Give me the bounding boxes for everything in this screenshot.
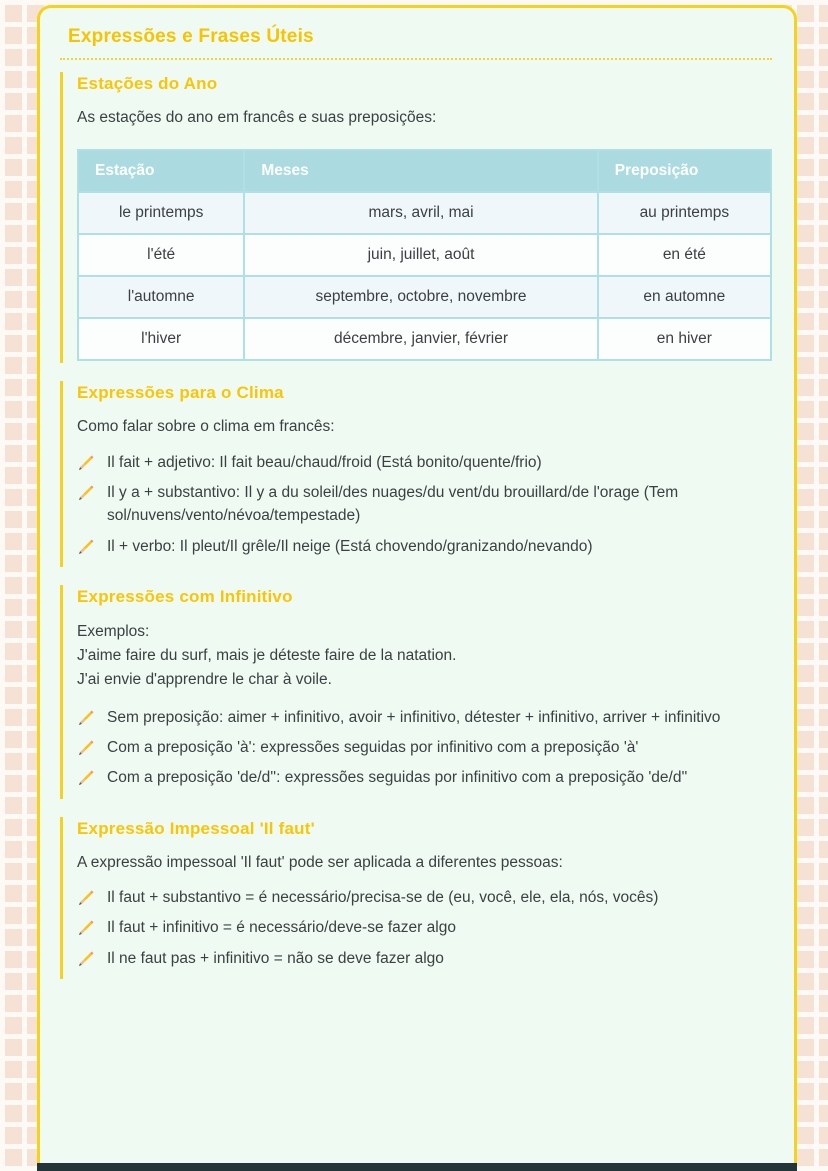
notes-card <box>37 5 797 1171</box>
table-header-row <box>78 150 771 192</box>
section-il-faut <box>60 817 772 979</box>
section-heading: Estações do Ano <box>77 74 218 93</box>
examples-label: Exemplos: <box>77 622 150 640</box>
cell-preposition: en été <box>598 234 771 276</box>
list-item <box>77 451 772 474</box>
pencil-icon <box>77 768 96 787</box>
pencil-icon <box>77 483 96 502</box>
pencil-icon <box>77 918 96 937</box>
table-row <box>78 192 771 234</box>
list-item-text: Il y a + substantivo: Il y a du soleil/des nuages/du vent/du brouillard/de l'orage (Tem sol/nuvens/vento/névoa/tempestade) <box>107 484 679 525</box>
bullet-list <box>77 706 772 790</box>
section-heading: Expressões para o Clima <box>77 383 284 403</box>
list-item <box>77 947 772 970</box>
list-item <box>77 916 772 939</box>
pencil-icon <box>77 738 96 757</box>
cell-months: décembre, janvier, février <box>244 318 597 360</box>
cell-preposition: en automne <box>598 276 771 318</box>
cell-months: juin, juillet, août <box>244 234 597 276</box>
cell-season: l'été <box>78 234 244 276</box>
cell-preposition: en hiver <box>598 318 771 360</box>
list-item-text: Il faut + substantivo = é necessário/precisa-se de (eu, você, ele, ela, nós, vocês) <box>107 889 659 907</box>
bullet-list <box>77 451 772 558</box>
page-title: Expressões e Frases Úteis <box>60 22 772 60</box>
cell-months: septembre, octobre, novembre <box>244 276 597 318</box>
table-row <box>78 276 771 318</box>
pencil-icon <box>77 949 96 968</box>
list-item <box>77 736 772 759</box>
cell-season: l'hiver <box>78 318 244 360</box>
list-item-text: Com a preposição 'à': expressões seguidas por infinitivo com a preposição 'à' <box>107 739 639 757</box>
list-item <box>77 535 772 558</box>
list-item <box>77 766 772 789</box>
column-header-preposicao: Preposição <box>598 150 771 192</box>
section-estacoes-do-ano <box>60 72 772 363</box>
column-header-meses: Meses <box>244 150 597 192</box>
section-intro: Como falar sobre o clima em francês: <box>77 418 335 436</box>
list-item-text: Il faut + infinitivo = é necessário/deve-se fazer algo <box>107 919 456 937</box>
section-heading: Expressões com Infinitivo <box>77 586 293 606</box>
pencil-icon <box>77 888 96 907</box>
list-item-text: Sem preposição: aimer + infinitivo, avoir + infinitivo, détester + infinitivo, arriver + infinitivo <box>107 708 721 726</box>
column-header-estacao: Estação <box>78 150 244 192</box>
cell-months: mars, avril, mai <box>244 192 597 234</box>
table-row <box>78 318 771 360</box>
examples-block <box>77 620 772 692</box>
example-sentence: J'aime faire du surf, mais je déteste faire de la natation. <box>77 646 457 664</box>
pencil-icon <box>77 453 96 472</box>
section-heading: Expressão Impessoal 'Il faut' <box>77 818 315 838</box>
next-card-edge <box>37 1163 797 1171</box>
example-sentence: J'ai envie d'apprendre le char à voile. <box>77 670 332 688</box>
list-item-text: Com a preposição 'de/d'': expressões seguidas por infinitivo com a preposição 'de/d'' <box>107 769 688 787</box>
table-row <box>78 234 771 276</box>
cell-preposition: au printemps <box>598 192 771 234</box>
pencil-icon <box>77 708 96 727</box>
list-item <box>77 886 772 909</box>
cell-season: l'automne <box>78 276 244 318</box>
section-infinitivo <box>60 585 772 799</box>
bullet-list <box>77 886 772 970</box>
list-item <box>77 706 772 729</box>
list-item-text: Il ne faut pas + infinitivo = não se deve fazer algo <box>107 949 444 967</box>
list-item-text: Il fait + adjetivo: Il fait beau/chaud/froid (Está bonito/quente/frio) <box>107 453 542 471</box>
cell-season: le printemps <box>78 192 244 234</box>
list-item <box>77 481 772 528</box>
section-clima <box>60 381 772 566</box>
section-intro: As estações do ano em francês e suas preposições: <box>77 109 437 126</box>
list-item-text: Il + verbo: Il pleut/Il grêle/Il neige (Está chovendo/granizando/nevando) <box>107 537 593 555</box>
pencil-icon <box>77 537 96 556</box>
seasons-table <box>77 149 772 361</box>
section-intro: A expressão impessoal 'Il faut' pode ser aplicada a diferentes pessoas: <box>77 853 563 871</box>
